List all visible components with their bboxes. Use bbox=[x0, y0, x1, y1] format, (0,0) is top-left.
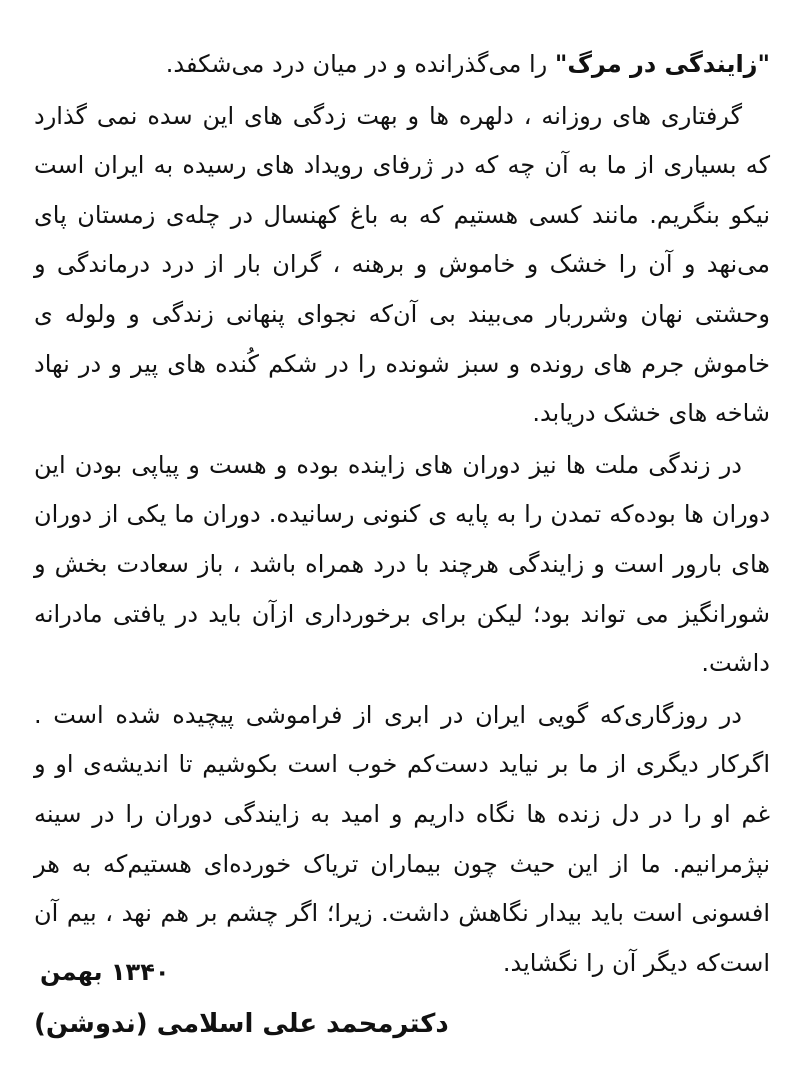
paragraph-2: در زندگی ملت ها نیز دوران های زاینده بوده و هست و پیاپی بودن این دوران ها بوده‌که تمدن را به پایه ی کنونی رسانیده. دوران ما یکی از دوران های بارور است و زایندگی هرچند با درد همراه باشد ، باز سعادت بخش و شورانگیز می تواند بود؛ لیکن برای برخورداری ازآن باید در یافتی مادرانه داشت. bbox=[34, 450, 770, 678]
document-body bbox=[34, 40, 770, 990]
date-line: ۱۳۴۰ بهمن bbox=[40, 958, 170, 986]
opening-line bbox=[34, 40, 770, 90]
paragraph-1: گرفتاری های روزانه ، دلهره ها و بهت زدگی های این سده نمی گذارد که بسیاری از ما به آن چه که در ژرفای رویداد های رسیده به ایران است نیکو بنگریم. مانند کسی هستیم که به باغ کهنسال در چله‌ی زمستان پای می‌نهد و آن را خشک و خاموش و برهنه ، گران بار از درد درماندگی و وحشتی نهان وشرربار می‌بیند بی آن‌که نجوای پنهانی زندگی و ولوله ی خاموش جرم های رونده و سبز شونده را در شکم کُنده های پیر و در نهاد شاخه های خشک دریابد. bbox=[34, 101, 770, 428]
quoted-title: "زایندگی در مرگ" bbox=[554, 50, 770, 78]
opening-line-rest: را می‌گذرانده و در میان درد می‌شکفد. bbox=[165, 50, 555, 78]
paragraph-3: در روزگاری‌که گویی ایران در ابری از فراموشی پیچیده شده است . اگرکار دیگری از ما بر نیاید دست‌کم خوب است بکوشیم تا اندیشه‌ی او و غم او را در دل زنده ها نگاه داریم و امید به زایندگی دوران را در سینه نپژمرانیم. ما از این حیث چون بیماران تریاک خورده‌ای هستیم‌که به هر افسونی است باید بیدار نگاهش داشت. زیرا؛ اگر چشم بر هم نهد ، بیم آن است‌که دیگر آن را نگشاید. bbox=[34, 700, 770, 977]
author-signature: دکترمحمد علی اسلامی (ندوشن) bbox=[34, 1009, 449, 1039]
